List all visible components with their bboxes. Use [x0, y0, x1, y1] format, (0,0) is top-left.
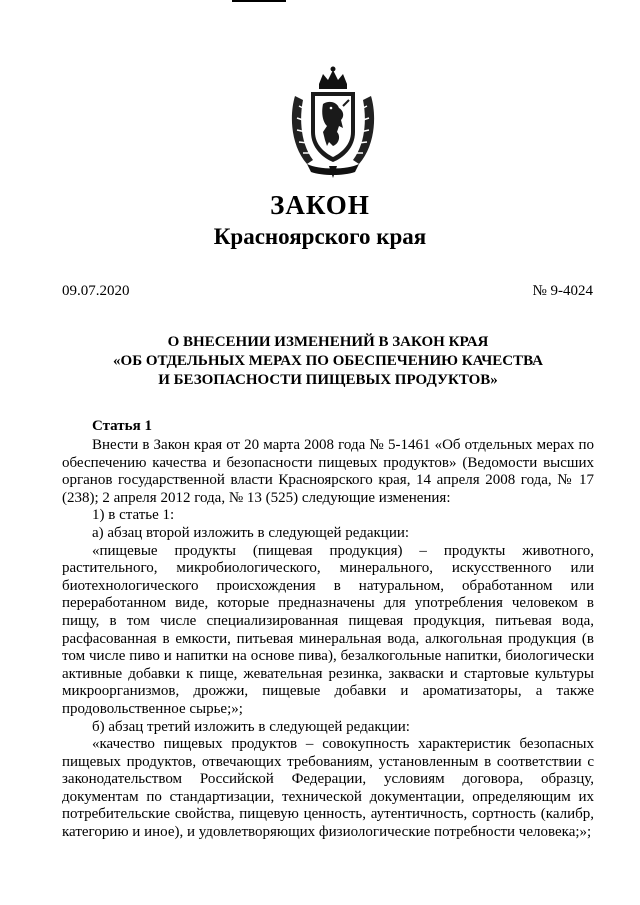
document-title: ЗАКОН [270, 190, 370, 220]
heading-line: И БЕЗОПАСНОСТИ ПИЩЕВЫХ ПРОДУКТОВ» [158, 372, 498, 388]
document-subtitle: Красноярского края [213, 224, 427, 249]
law-heading [62, 333, 594, 390]
body-paragraph: Внести в Закон края от 20 марта 2008 года № 5-1461 «Об отдельных мерах по обеспечению качества и безопасности пищевых продуктов» (Ведомости высших органов государственной власти Красноярского края, 14 апреля 2008 года, № 17 (238); 2 апреля 2012 года, № 13 (525) следующие изменения: [62, 437, 594, 506]
article-title: Статья 1 [92, 418, 152, 434]
top-rule [232, 0, 286, 2]
body-paragraph: 1) в статье 1: [92, 507, 175, 524]
document-date: 09.07.2020 [62, 283, 130, 299]
document-number: № 9-4024 [532, 283, 593, 299]
coat-of-arms-icon [285, 66, 381, 178]
heading-line: «ОБ ОТДЕЛЬНЫХ МЕРАХ ПО ОБЕСПЕЧЕНИЮ КАЧЕСТВА [113, 353, 543, 369]
body-paragraph: «пищевые продукты (пищевая продукция) – продукты животного, растительного, микробиологического, минерального, искусственного или биотехнологического происхождения в натуральном, обработанном или переработанном виде, которые предназначены для употребления человеком в пищу, в том числе специализированная пищевая продукция, питьевая вода, расфасованная в емкости, питьевая минеральная вода, алкогольная продукция (в том числе пиво и напитки на основе пива), безалкогольные напитки, биологически активные добавки к пище, жевательная резинка, закваски и стартовые культуры микроорганизмов, дрожжи, пищевые добавки и ароматизаторы, а также продовольственное сырье;»; [62, 542, 594, 717]
body-paragraph: «качество пищевых продуктов – совокупность характеристик безопасных пищевых продуктов, отвечающих требованиям, установленным в соответствии с законодательством Российской Федерации, условиям договора, образцу, документам по стандартизации, технической документации, определяющим их потребительские свойства, пищевую ценность, аутентичность, сортность (калибр, категорию и иное), и удовлетворяющих физиологические потребности человека;»; [62, 736, 594, 841]
body-paragraph: б) абзац третий изложить в следующей редакции: [92, 718, 410, 735]
body-paragraph: а) абзац второй изложить в следующей редакции: [92, 524, 410, 541]
document-body [62, 437, 594, 842]
heading-line: О ВНЕСЕНИИ ИЗМЕНЕНИЙ В ЗАКОН КРАЯ [167, 334, 489, 350]
